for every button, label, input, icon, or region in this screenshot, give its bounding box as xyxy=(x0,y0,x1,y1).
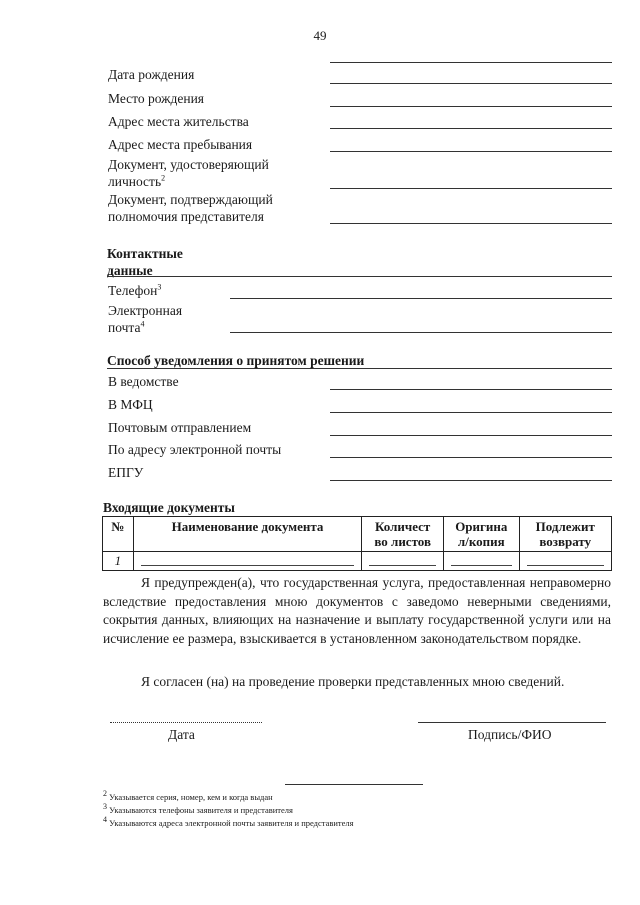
signature-line[interactable] xyxy=(418,722,606,723)
contacts-heading-rule xyxy=(107,276,612,277)
email-label-line1: Электронная xyxy=(108,303,183,318)
footnote-separator xyxy=(285,784,423,785)
return-cell[interactable] xyxy=(519,552,611,571)
birth-date-label: Дата рождения xyxy=(108,67,195,82)
top-field-line xyxy=(330,62,612,63)
contacts-heading xyxy=(107,245,183,279)
identity-document-label-line2: личность xyxy=(108,174,162,189)
col-sheets-line1: Количест xyxy=(375,519,431,534)
birth-place-field[interactable] xyxy=(330,106,612,107)
footnote-4 xyxy=(103,815,354,829)
documents-table-header xyxy=(103,517,612,552)
col-document-name: Наименование документа xyxy=(133,517,361,552)
footnote-2 xyxy=(103,789,273,803)
authority-document-label xyxy=(108,191,273,225)
email-label xyxy=(108,302,182,336)
footnote-mark: 3 xyxy=(157,282,162,292)
footnote-mark: 2 xyxy=(103,789,107,799)
option-email-field[interactable] xyxy=(330,457,612,458)
col-original-line2: л/копия xyxy=(457,534,505,549)
signature-label: Подпись/ФИО xyxy=(468,727,552,742)
notification-heading-rule xyxy=(107,368,612,369)
date-signature-line[interactable] xyxy=(110,722,262,723)
identity-document-field[interactable] xyxy=(330,188,612,189)
table-row xyxy=(103,552,612,571)
footnote-text: Указываются адреса электронной почты заявителя и представителя xyxy=(109,818,354,828)
phone-label-text: Телефон xyxy=(108,283,158,298)
email-label-line2: почта xyxy=(108,320,141,335)
notification-heading: Способ уведомления о принятом решении xyxy=(107,353,365,368)
footnote-mark: 4 xyxy=(140,319,145,329)
documents-heading: Входящие документы xyxy=(103,500,235,515)
sheets-cell[interactable] xyxy=(362,552,444,571)
footnote-text: Указываются телефоны заявителя и представителя xyxy=(109,805,293,815)
option-post-field[interactable] xyxy=(330,435,612,436)
col-number: № xyxy=(103,517,134,552)
authority-document-field[interactable] xyxy=(330,223,612,224)
col-sheets xyxy=(362,517,444,552)
residence-address-field[interactable] xyxy=(330,128,612,129)
documents-table xyxy=(102,516,612,571)
col-original-copy xyxy=(444,517,519,552)
residence-address-label: Адрес места жительства xyxy=(108,114,249,129)
col-return-line1: Подлежит xyxy=(535,519,595,534)
contacts-heading-line1: Контактные xyxy=(107,246,183,261)
option-department: В ведомстве xyxy=(108,374,179,389)
option-epgu-field[interactable] xyxy=(330,480,612,481)
birth-date-field[interactable] xyxy=(330,83,612,84)
option-mfc-field[interactable] xyxy=(330,412,612,413)
footnote-3 xyxy=(103,802,293,816)
footnote-mark: 3 xyxy=(103,802,107,812)
stay-address-label: Адрес места пребывания xyxy=(108,137,253,152)
col-sheets-line2: во листов xyxy=(374,534,431,549)
option-email: По адресу электронной почты xyxy=(108,442,282,457)
row-number: 1 xyxy=(103,552,134,571)
consent-statement: Я согласен (на) на проведение проверки представленных мною сведений. xyxy=(141,674,565,689)
footnote-text: Указывается серия, номер, кем и когда выдан xyxy=(109,792,273,802)
authority-document-label-line2: полномочия представителя xyxy=(108,209,264,224)
date-label: Дата xyxy=(168,727,195,742)
option-mfc: В МФЦ xyxy=(108,397,153,412)
option-post: Почтовым отправлением xyxy=(108,420,252,435)
identity-document-label xyxy=(108,156,269,190)
phone-label xyxy=(108,282,161,299)
col-original-line1: Оригина xyxy=(455,519,508,534)
page-number: 49 xyxy=(313,28,327,43)
footnote-mark: 2 xyxy=(161,173,166,183)
stay-address-field[interactable] xyxy=(330,151,612,152)
original-copy-cell[interactable] xyxy=(444,552,519,571)
phone-field[interactable] xyxy=(230,298,612,299)
identity-document-label-line1: Документ, удостоверяющий xyxy=(108,157,269,172)
birth-place-label: Место рождения xyxy=(108,91,205,106)
warning-statement: Я предупрежден(а), что государственная услуга, предоставленная неправомерно вследствие предоставления мною документов с заведомо неверными сведениями, сокрытия данных, влияющих на назначение и выплату государственной услуги или на исчисление ее размера, взыскивается в установленном законодательством порядке. xyxy=(103,575,611,646)
option-department-field[interactable] xyxy=(330,389,612,390)
option-epgu: ЕПГУ xyxy=(108,465,144,480)
email-field[interactable] xyxy=(230,332,612,333)
col-return-line2: возврату xyxy=(539,534,592,549)
contacts-heading-line2: данные xyxy=(107,263,153,278)
col-return xyxy=(519,517,611,552)
authority-document-label-line1: Документ, подтверждающий xyxy=(108,192,273,207)
footnote-mark: 4 xyxy=(103,815,107,825)
document-name-cell[interactable] xyxy=(133,552,361,571)
